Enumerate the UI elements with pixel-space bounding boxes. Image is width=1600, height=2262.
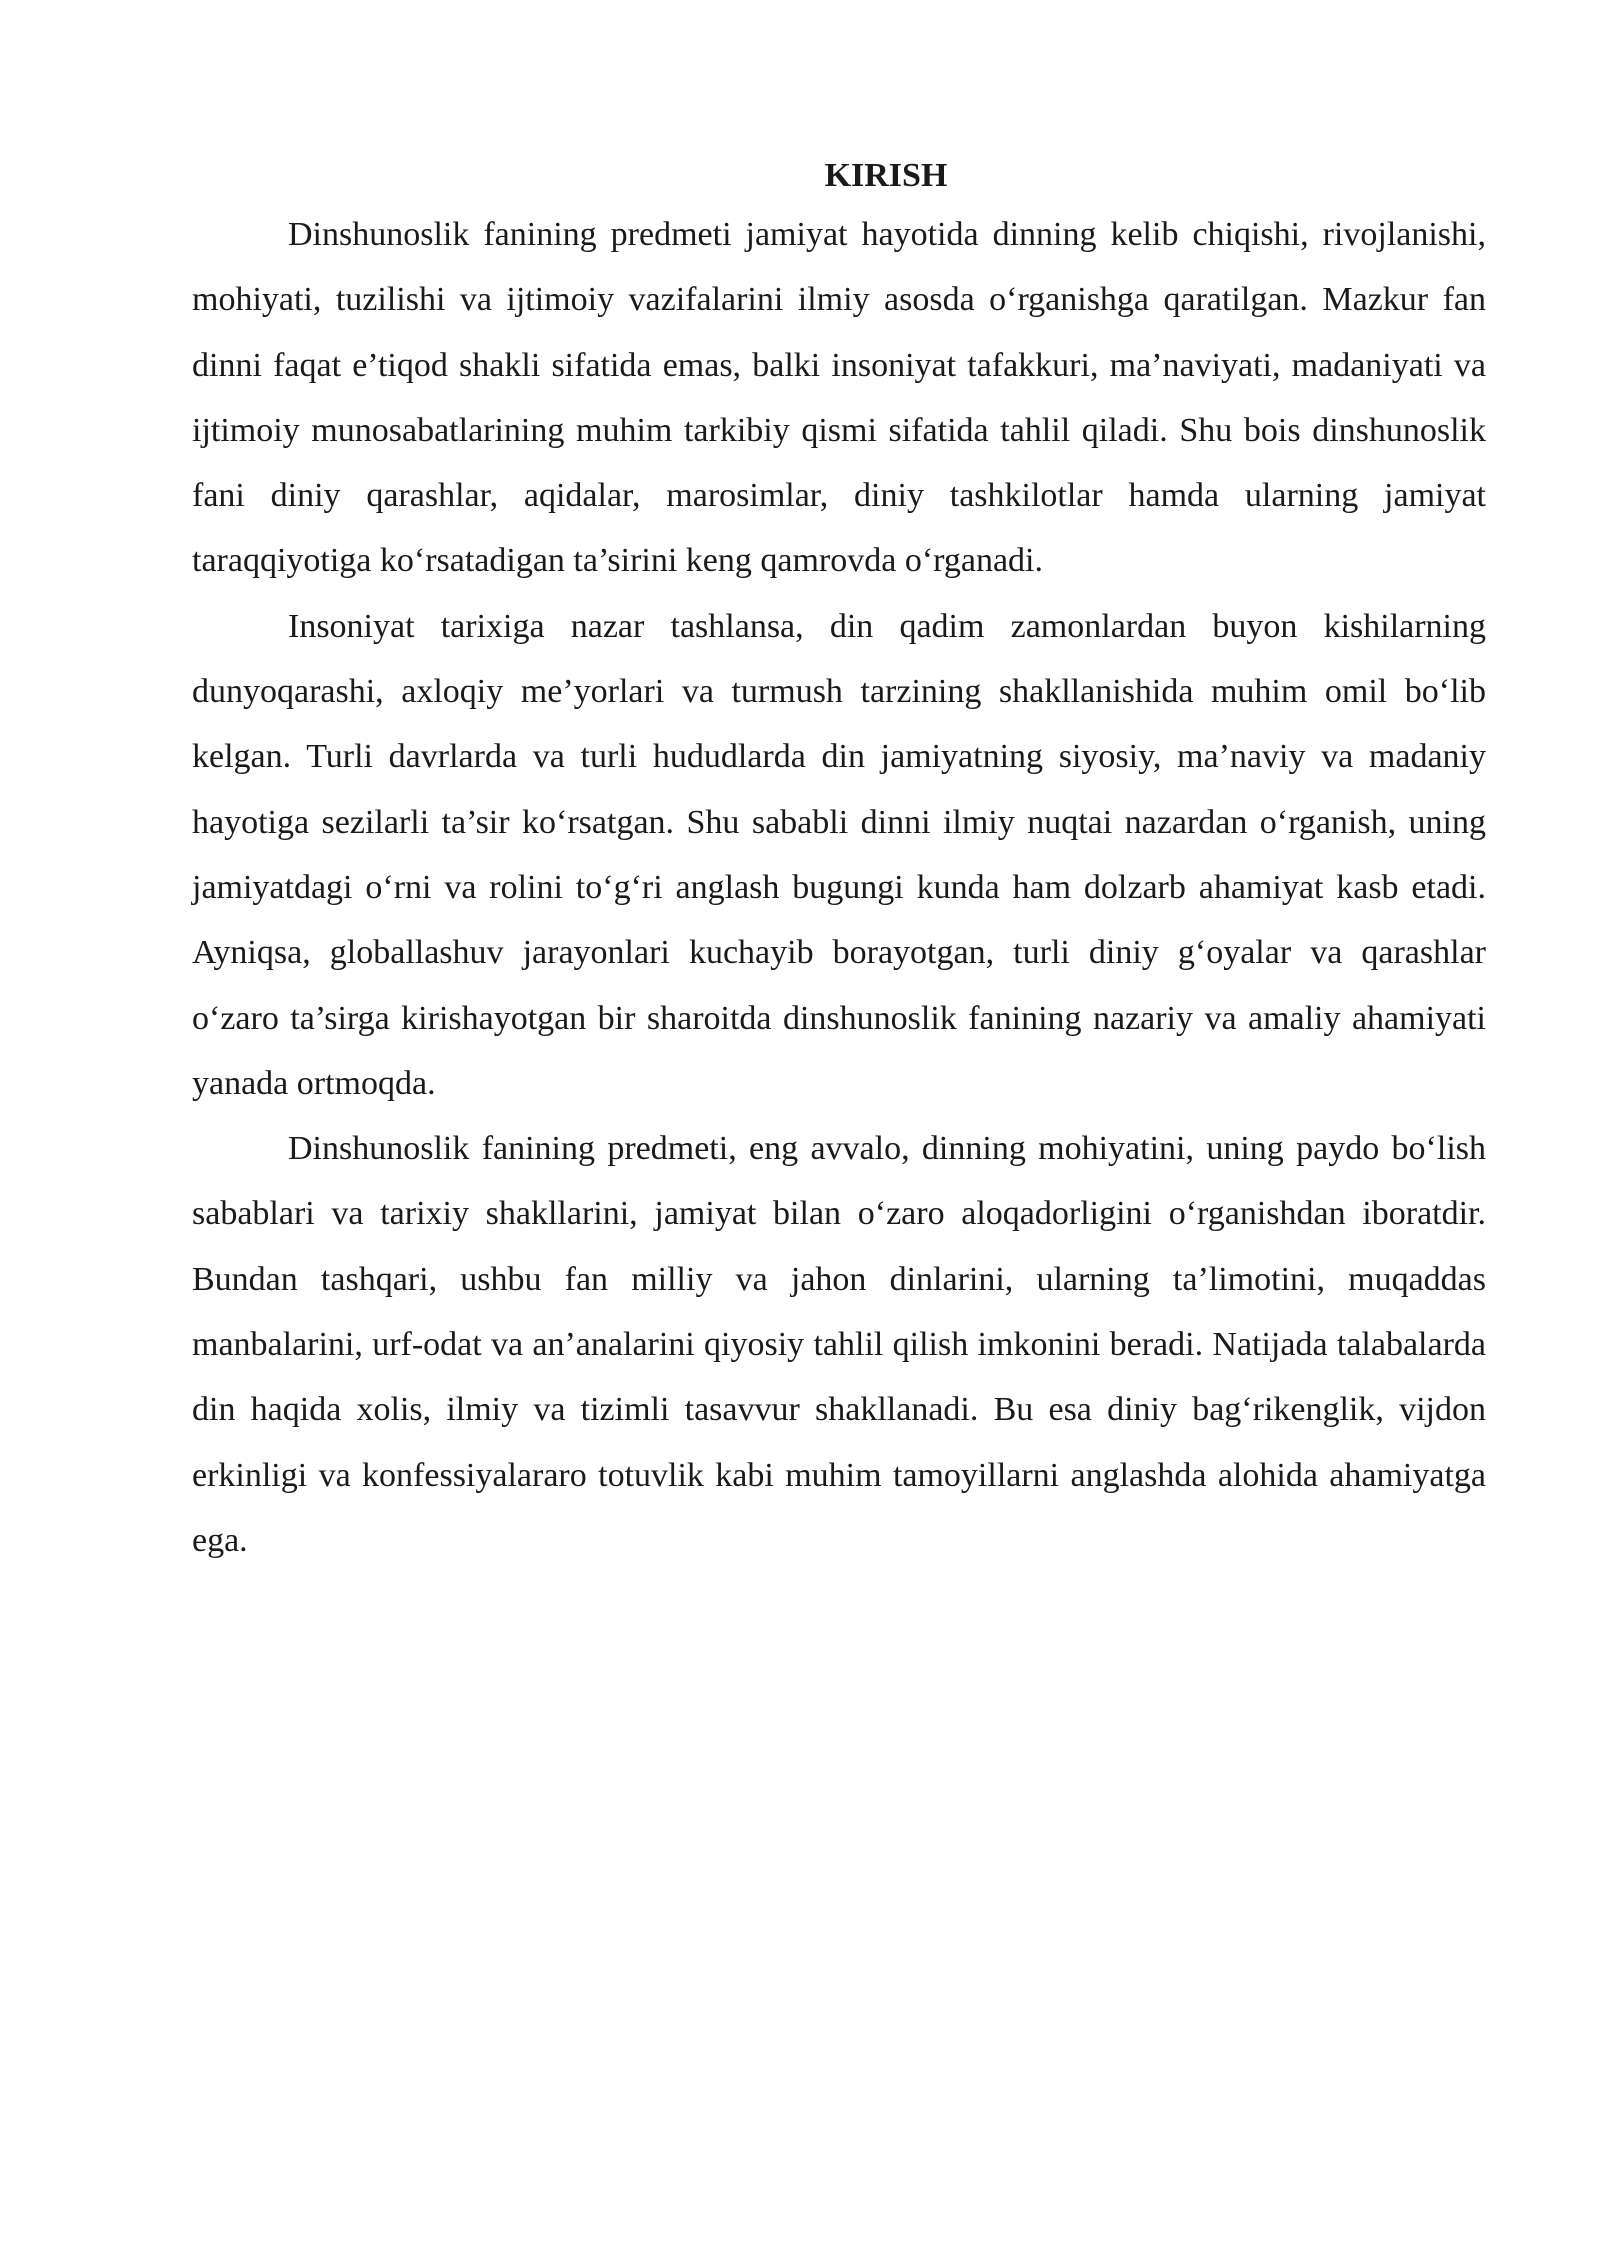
document-body — [192, 150, 1486, 1573]
paragraph-2: Insoniyat tarixiga nazar tashlansa, din qadim zamonlardan buyon kishilarning dunyoqarashi, axloqiy me’yorlari va turmush tarzining shakllanishida muhim omil bo‘lib kelgan. Turli davrlarda va turli hududlarda din jamiyatning siyosiy, ma’naviy va madaniy hayotiga sezilarli ta’sir ko‘rsatgan. Shu sababli dinni ilmiy nuqtai nazardan o‘rganish, uning jamiyatdagi o‘rni va rolini to‘g‘ri anglash bugungi kunda ham dolzarb ahamiyat kasb etadi. Ayniqsa, globallashuv jarayonlari kuchayib borayotgan, turli diniy g‘oyalar va qarashlar o‘zaro ta’sirga kirishayotgan bir sharoitda dinshunoslik fanining nazariy va amaliy ahamiyati yanada ortmoqda. — [192, 607, 1486, 1102]
page-title: KIRISH — [824, 157, 948, 194]
paragraph-3: Dinshunoslik fanining predmeti, eng avvalo, dinning mohiyatini, uning paydo bo‘lish sabablari va tarixiy shakllarini, jamiyat bilan o‘zaro aloqadorligini o‘rganishdan iboratdir. Bundan tashqari, ushbu fan milliy va jahon dinlarini, ularning ta’limotini, muqaddas manbalarini, urf-odat va an’analarini qiyosiy tahlil qilish imkonini beradi. Natijada talabalarda din haqida xolis, ilmiy va tizimli tasavvur shakllanadi. Bu esa diniy bag‘rikenglik, vijdon erkinligi va konfessiyalararo totuvlik kabi muhim tamoyillarni anglashda alohida ahamiyatga ega. — [192, 1130, 1486, 1559]
paragraph-1: Dinshunoslik fanining predmeti jamiyat hayotida dinning kelib chiqishi, rivojlanishi, mohiyati, tuzilishi va ijtimoiy vazifalarini ilmiy asosda o‘rganishga qaratilgan. Mazkur fan dinni faqat e’tiqod shakli sifatida emas, balki insoniyat tafakkuri, ma’naviyati, madaniyati va ijtimoiy munosabatlarining muhim tarkibiy qismi sifatida tahlil qiladi. Shu bois dinshunoslik fani diniy qarashlar, aqidalar, marosimlar, diniy tashkilotlar hamda ularning jamiyat taraqqiyotiga ko‘rsatadigan ta’sirini keng qamrovda o‘rganadi. — [192, 216, 1486, 580]
